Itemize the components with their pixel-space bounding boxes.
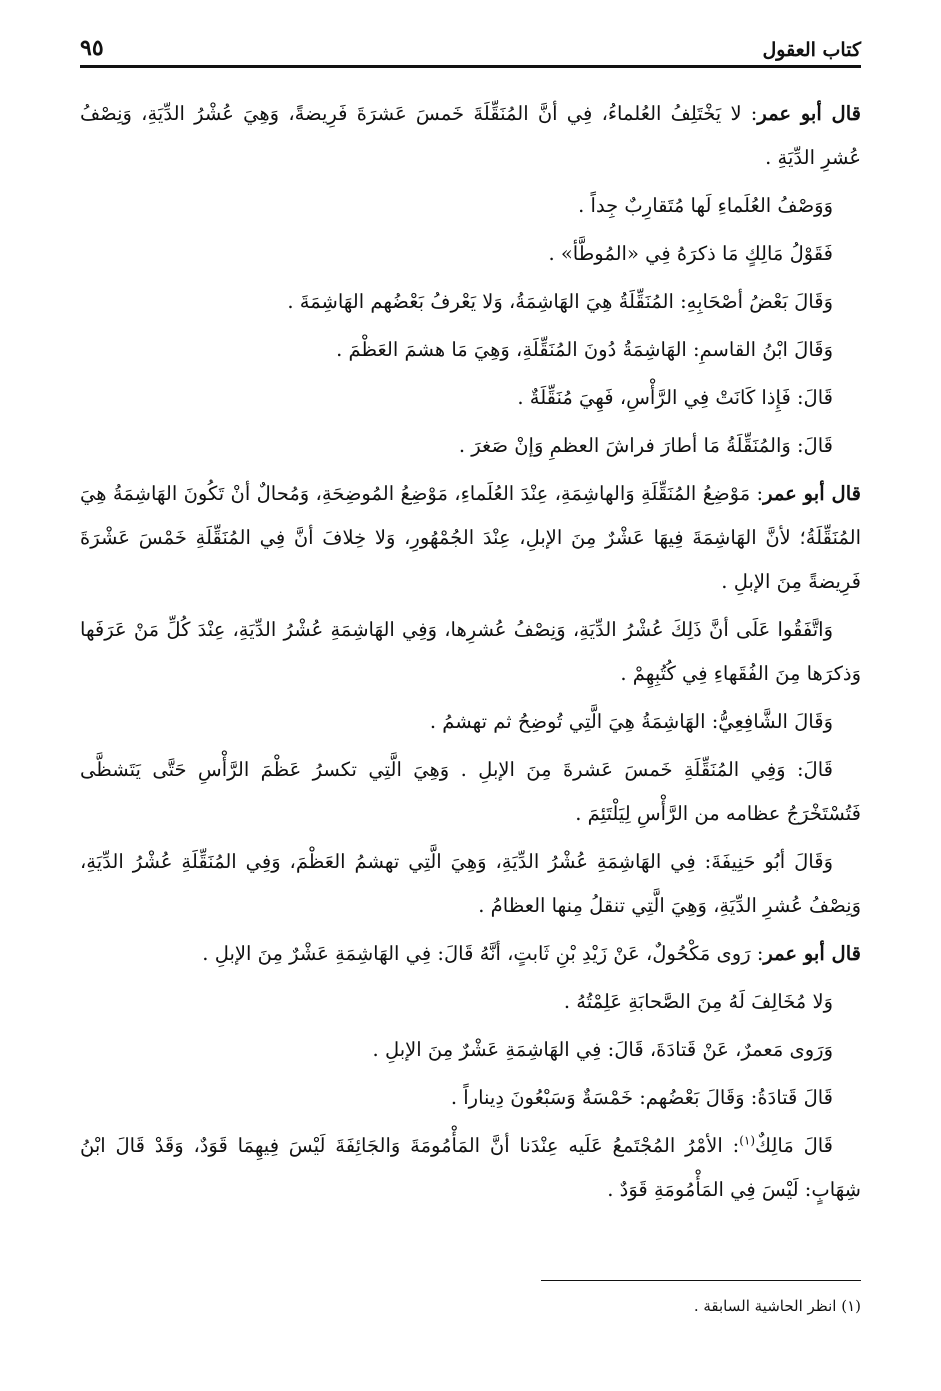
paragraph-text: : لا يَخْتَلِفُ العُلماءُ، فِي أنَّ المُنَقِّلَةَ خَمسَ عَشرَةَ فَرِيضةً، وَهِيَ عُشْرُ الدِّيَةِ، وَنِصْفُ عُشرِ الدِّيَةِ . [80,102,861,169]
paragraph-12 [80,840,861,928]
paragraph-17 [80,1124,861,1212]
speaker-label: قال أبو عمر [763,942,861,965]
paragraph-13 [80,932,861,976]
paragraph-3 [80,232,861,276]
paragraph-text: وَلا مُخَالِفَ لَهُ مِنَ الصَّحابَةِ عَلِمْتُهُ . [563,990,833,1013]
footnote: (١) انظر الحاشية السابقة . [693,1297,861,1315]
paragraph-text: وَرَوى مَعمرٌ، عَنْ قَتادَةَ، قَالَ: فِي الهَاشِمَةِ عَشْرٌ مِنَ الإبلِ . [372,1038,833,1061]
paragraph-8 [80,472,861,604]
paragraph-15 [80,1028,861,1072]
book-title: كتاب العقول [762,39,861,61]
running-header [80,24,861,68]
paragraph-6 [80,376,861,420]
paragraph-text: فَقَوْلُ مَالِكٍ مَا ذكرَهُ فِي «المُوطَّأ» . [548,242,833,265]
paragraph-text: وَاتَّفَقُوا عَلَى أنَّ ذَلِكَ عُشْرُ الدِّيَةِ، وَنِصْفُ عُشرِها، وَفِي الهَاشِمَةِ عُشْرُ الدِّيَةِ، عِنْدَ كُلِّ مَنْ عَرَفَها وَذكرَها مِنَ الفُقَهاءِ فِي كُتُبِهِمْ . [80,618,861,685]
footnote-reference[interactable]: (١) [739,1133,756,1148]
footnote-divider [541,1280,861,1281]
paragraph-14 [80,980,861,1024]
paragraph-4 [80,280,861,324]
speaker-label: قال أبو عمر [763,482,861,505]
paragraph-text: قَالَ: وَفِي المُنَقِّلَةِ خَمسَ عَشرةَ مِنَ الإبلِ . وَهِيَ الَّتِي تكسرُ عَظْمَ الرَّأْسِ حَتَّى يَتَشظَّى فَتُسْتَخْرَجُ عظامه من الرَّأْسِ لِيَلْتَئِمَ . [80,758,861,825]
paragraph-text: وَقَالَ الشَّافِعِيُّ: الهَاشِمَةُ هِيَ الَّتِي تُوضِحُ ثم تهشمُ . [429,710,833,733]
speaker-label: قال أبو عمر [757,102,861,125]
paragraph-text: : رَوى مَكْحُولٌ، عَنْ زَيْدِ بْنِ ثَابتٍ، أنَّهُ قَالَ: فِي الهَاشِمَةِ عَشْرٌ مِنَ الإبلِ . [202,942,764,965]
paragraph-text: وَقَالَ بَعْضُ أصْحَابِهِ: المُنَقِّلَةُ هِيَ الهَاشِمَةُ، وَلا يَعْرفُ بَعْضُهم الهَاشِمَةَ . [287,290,833,313]
paragraph-text: : مَوْضِعُ المُنَقِّلَةِ وَالهاشِمَةِ، عِنْدَ العُلَماءِ، مَوْضِعُ المُوضِحَةِ، وَمُحالٌ أنْ تَكُونَ الهَاشِمَةُ هِيَ المُنَقِّلَةُ؛ لأنَّ الهَاشِمَةَ فِيهَا عَشْرٌ مِنَ الإبلِ، عِنْدَ الجُمْهُورِ، وَلا خِلافَ أنَّ فِي المُنَقِّلَةِ خَمْسَ عَشْرَةَ فَرِيضةً مِنَ الإبلِ . [80,482,861,593]
paragraph-10 [80,700,861,744]
paragraph-text: وَقَالَ ابْنُ القاسمِ: الهَاشِمَةُ دُونَ المُنَقِّلَةِ، وَهِيَ مَا هشمَ العَظْمَ . [336,338,833,361]
paragraph-11 [80,748,861,836]
page-number: ٩٥ [80,35,104,61]
paragraph-text: قَالَ مَالِكٌ [755,1134,833,1157]
paragraph-text: وَوَصْفُ العُلَماءِ لَها مُتَقارِبٌ جِداً . [578,194,833,217]
paragraph-1 [80,92,861,180]
paragraph-16 [80,1076,861,1120]
paragraph-text: قَالَ: وَالمُنَقِّلَةُ مَا أطارَ فراشَ العظمِ وَإنْ صَغرَ . [458,434,833,457]
paragraph-text: قَالَ قَتادَةُ: وَقَالَ بَعْضُهم: خَمْسَةٌ وَسَبْعُونَ دِيناراً . [450,1086,833,1109]
main-text [80,92,861,1216]
paragraph-9 [80,608,861,696]
paragraph-text-continued: : الأمْرُ المُجْتَمعُ عَلَيه عِنْدَنا أنَّ المَأْمُومَةَ وَالجَائِفَةَ لَيْسَ فِيهِمَا قَوَدٌ، وَقَدْ قَالَ ابْنُ شِهَابٍ: لَيْسَ فِي المَأْمُومَةِ قَوَدٌ . [80,1134,861,1201]
paragraph-7 [80,424,861,468]
paragraph-2 [80,184,861,228]
paragraph-5 [80,328,861,372]
paragraph-text: وَقَالَ أبُو حَنِيفَةَ: فِي الهَاشِمَةِ عُشْرُ الدِّيَةِ، وَهِيَ الَّتِي تهشمُ العَظْمَ، وَفِي المُنَقِّلَةِ عُشْرُ الدِّيَةِ، وَنِصْفُ عُشرِ الدِّيَةِ، وَهِيَ الَّتِي تنقلُ مِنها العظامُ . [80,850,861,917]
paragraph-text: قَالَ: فَإِذا كَانَتْ فِي الرَّأْسِ، فَهِيَ مُنَقِّلَةٌ . [517,386,833,409]
